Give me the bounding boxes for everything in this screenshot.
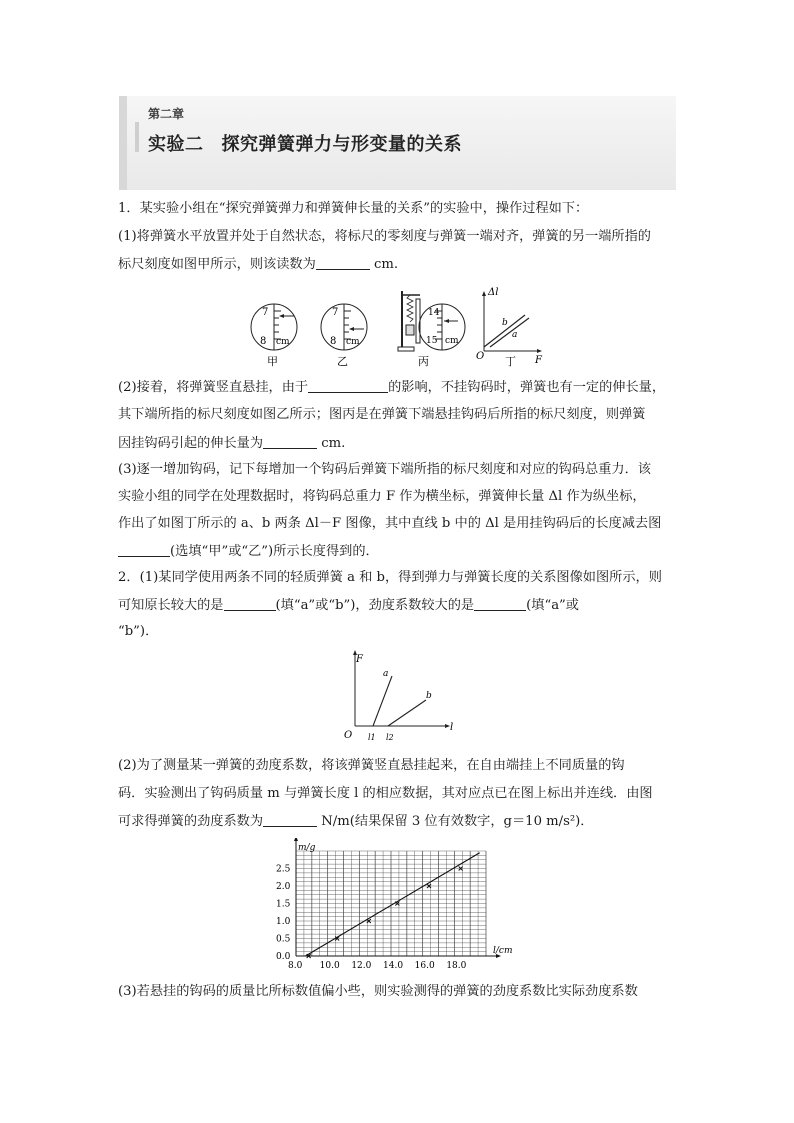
ding-y-label: Δl [488,287,499,298]
q1-part3-text: (选填“甲”或“乙”)所示长度得到的． [170,544,379,559]
q2-part2-line3 [118,812,593,831]
q1-part3-line1: (3)逐一增加钩码，记下每增加一个钩码后弹簧下端所指的标尺刻度和对应的钩码总重力．该 [118,462,651,477]
answer-blank-q2-3[interactable] [263,812,317,827]
q1-part3-line4 [118,542,379,561]
mass-length-chart [268,838,528,978]
q2-part1-text-a: 可知原长较大的是 [118,598,224,613]
y-tick-label: 0.5 [276,934,291,945]
y-tick-label: 2.0 [276,882,291,892]
yi-label: 乙 [337,355,348,368]
jia-tick-bottom: 8 [260,336,267,347]
x-tick-label: 14.0 [383,961,404,971]
bing-label: 丙 [418,355,429,368]
jia-label: 甲 [267,355,278,368]
header-accent-bar [119,96,127,190]
ding-b-label: b [502,318,508,328]
q1-part2-text-b: 的影响，不挂钩码时，弹簧也有一定的伸长量， [388,380,666,395]
fl-x-label: l [450,722,454,733]
q2-part2-text-b: N/m(结果保留 3 位有效数字，g＝10 m/s²)． [321,814,594,829]
ding-origin: O [476,351,485,362]
q2-part3-line1: (3)若悬挂的钩码的质量比所标数值偏小些，则实验测得的弹簧的劲度系数比实际劲度系数 [118,984,638,999]
answer-blank-q1-4[interactable] [118,542,170,557]
figure-ding [476,287,543,368]
q1-part2-text-a: (2)接着，将弹簧竖直悬挂，由于 [118,380,309,395]
jia-tick-top: 7 [262,307,269,318]
q2-fl-figure [340,648,460,746]
x-tick-label: 10.0 [319,961,340,971]
yi-tick-bottom: 8 [330,336,337,347]
y-tick-label: 1.5 [276,899,291,910]
figure-bing [398,291,465,368]
q1-part3-line3: 作出了如图丁所示的 a、b 两条 Δl－F 图像，其中直线 b 中的 Δl 是用挂钩码后的长度减去图 [118,516,662,531]
q1-part2-unit: cm. [321,436,346,451]
page-title [148,130,462,156]
q1-part2-line3 [118,434,345,453]
title-accent-bar [135,122,139,152]
y-tick-label: 0.0 [276,952,291,962]
y-tick-label: 1.0 [276,917,291,927]
bing-tick-bottom: 15 [426,336,438,346]
ding-a-label: a [512,330,518,340]
chart-x-label: l/cm [493,946,513,956]
q2-part1-line2 [118,596,579,615]
chart-grid [296,851,486,956]
q1-figure [250,285,550,370]
fl-a-label: a [383,669,389,679]
figure-jia [251,304,297,368]
x-tick-label: 8.0 [288,961,303,971]
jia-unit: cm [276,337,290,347]
q1-part1-line1: (1)将弹簧水平放置并处于自然状态，将标尺的零刻度与弹簧一端对齐，弹簧的另一端所指的 [118,229,651,244]
ding-label: 丁 [505,355,516,368]
fl-y-label: F [356,654,363,665]
x-tick-label: 16.0 [414,961,435,971]
answer-blank-q1-2[interactable] [308,378,388,393]
yi-tick-top: 7 [332,307,339,318]
q2-part1-line1: 2．(1)某同学使用两条不同的轻质弹簧 a 和 b，得到弹力与弹簧长度的关系图像如图所示，则 [118,570,662,585]
q2-part2-text-a: 可求得弹簧的劲度系数为 [118,814,264,829]
q2-part2-line1: (2)为了测量某一弹簧的劲度系数，将该弹簧竖直悬挂起来，在自由端挂上不同质量的钩 [118,758,625,773]
fl-b-label: b [426,691,432,701]
q2-part1-text-b: (填“a”或“b”)，劲度系数较大的是 [275,598,475,613]
q1-part1-line2 [118,255,398,274]
chapter-header [119,96,676,190]
ding-line-b [490,318,529,347]
answer-blank-q2-1[interactable] [224,596,276,611]
x-tick-label: 18.0 [446,961,467,971]
pointer-arrow-icon [444,319,449,323]
yi-unit: cm [346,337,360,347]
answer-blank-q2-2[interactable] [474,596,526,611]
y-axis-arrow-icon [294,838,298,841]
fl-l1-label: l1 [368,733,376,742]
line-a [373,676,392,726]
x-tick-label: 12.0 [351,961,372,971]
answer-blank-q1-1[interactable] [316,255,370,270]
line-b [388,700,426,726]
experiment-number: 实验二 [148,134,204,155]
q1-part2-line2: 其下端所指的标尺刻度如图乙所示；图丙是在弹簧下端悬挂钩码后所指的标尺刻度，则弹簧 [118,407,646,422]
q1-part2-text-c: 因挂钩码引起的伸长量为 [118,436,264,451]
ding-x-label: F [535,355,542,366]
fl-l2-label: l2 [386,733,394,742]
q2-part1-text-c: (填“a”或 [526,598,579,613]
experiment-title: 探究弹簧弹力与形变量的关系 [221,134,462,155]
spring-icon [407,295,413,322]
bing-tick-top: 14 [428,308,440,318]
pointer-arrow-icon [279,314,284,318]
q2-part1-line3: “b”)． [118,624,159,639]
q1-part1-text: 标尺刻度如图甲所示，则该读数为 [118,257,316,272]
pointer-arrow-icon [349,327,354,331]
chart-ticks [276,865,467,972]
q1-intro: 1．某实验小组在“探究弹簧弹力和弹簧伸长量的关系”的实验中，操作过程如下： [118,201,589,216]
bing-unit: cm [445,336,459,346]
q1-part3-line2: 实验小组的同学在处理数据时，将钩码总重力 F 作为横坐标，弹簧伸长量 Δl 作为纵坐标， [118,489,646,504]
q1-part2-line1 [118,378,665,397]
chart-y-label: m/g [298,843,316,853]
q1-part1-unit: cm. [374,257,399,272]
y-tick-label: 2.5 [276,864,291,875]
chapter-label: 第二章 [148,107,185,121]
figure-yi [321,304,367,368]
answer-blank-q1-3[interactable] [263,434,317,449]
q2-part2-line2: 码．实验测出了钩码质量 m 与弹簧长度 l 的相应数据，其对应点已在图上标出并连线．由图 [118,786,653,801]
fl-origin: O [344,730,353,741]
fit-line [306,853,480,956]
weight-icon [406,325,414,335]
